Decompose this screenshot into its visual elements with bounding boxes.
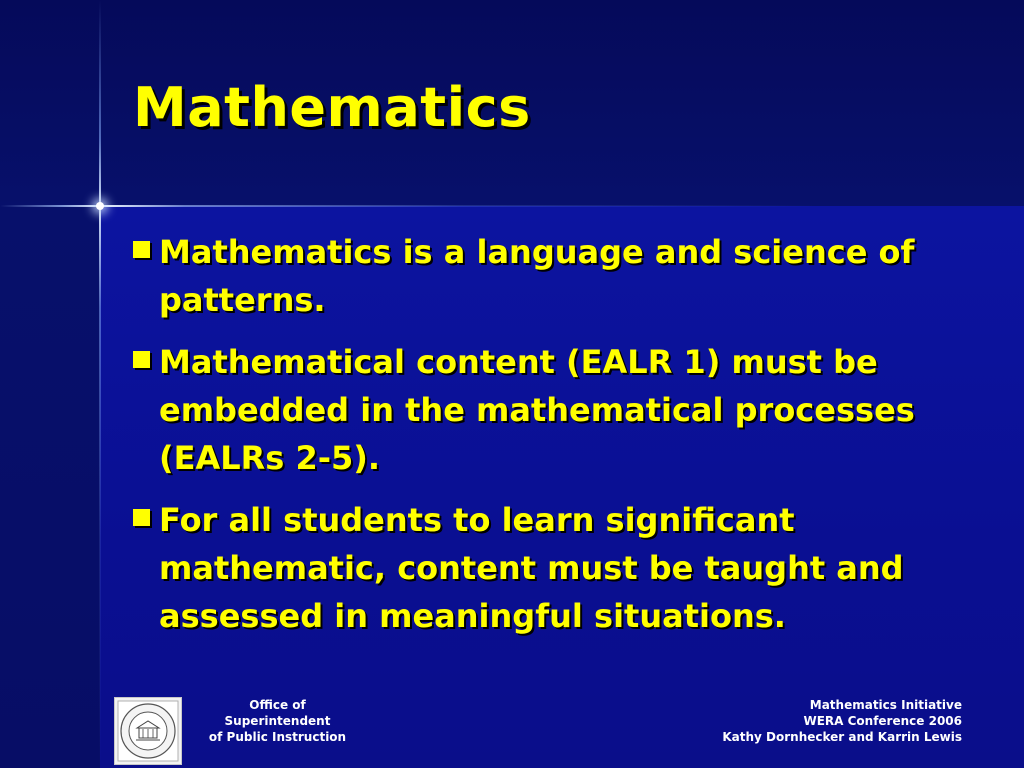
footer-left-line: Office of [249, 698, 306, 712]
state-seal-icon [114, 697, 182, 765]
horizontal-light-line [0, 205, 1024, 207]
bullet-item [133, 496, 993, 640]
footer-organization [190, 697, 365, 745]
footer-right-line: Mathematics Initiative [809, 698, 962, 712]
left-margin-band [0, 206, 100, 768]
slide-title: Mathematics [133, 76, 531, 139]
bullet-list [133, 228, 993, 654]
bullet-text: Mathematics is a language and science of patterns. [159, 233, 915, 319]
vertical-light-line [99, 0, 101, 768]
bullet-item [133, 228, 993, 324]
footer-presentation-info [602, 697, 962, 745]
bullet-text: Mathematical content (EALR 1) must be embedded in the mathematical processes (EALRs 2-5). [159, 343, 915, 477]
bullet-text: For all students to learn significant mathematic, content must be taught and assessed in meaningful situations. [159, 501, 904, 635]
square-bullet-icon [133, 351, 150, 368]
footer-left-line: Superintendent [224, 714, 331, 728]
sparkle-icon [96, 202, 104, 210]
square-bullet-icon [133, 509, 150, 526]
footer-right-line: WERA Conference 2006 [803, 714, 962, 728]
seal-graphic [115, 698, 181, 764]
footer-left-line: of Public Instruction [208, 730, 347, 744]
square-bullet-icon [133, 241, 150, 258]
bullet-item [133, 338, 993, 482]
footer-right-line: Kathy Dornhecker and Karrin Lewis [722, 730, 962, 744]
